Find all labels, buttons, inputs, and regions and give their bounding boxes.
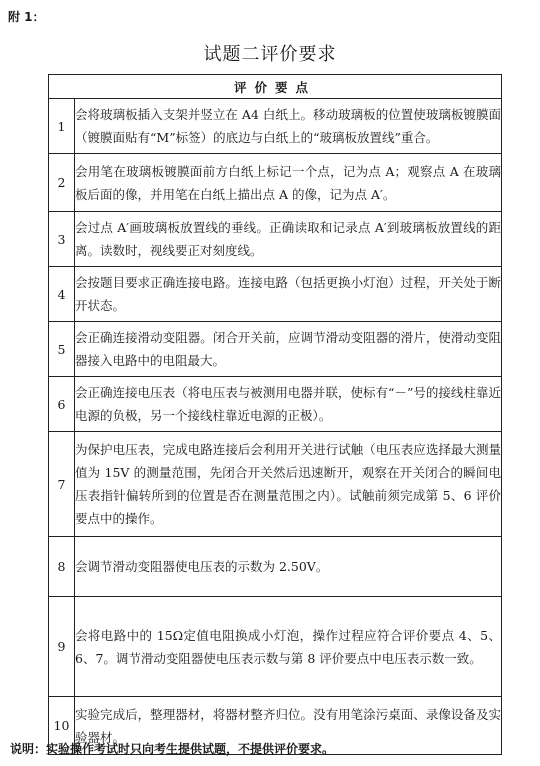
attachment-label: 附 1：: [8, 10, 45, 24]
row-text: 为保护电压表，完成电路连接后会利用开关进行试触（电压表应选择最大测量值为 15V 的测量范围，先闭合开关然后迅速断开，观察在开关闭合的瞬间电压表指针偏转所到的位置是否在测量范围之内）。试触前须完成第 5、6 评价要点中的操作。: [75, 432, 502, 537]
row-number: 10: [49, 697, 75, 755]
table-row: [49, 537, 502, 597]
row-text: 会将电路中的 15Ω定值电阻换成小灯泡，操作过程应符合评价要点 4、5、6、7。调节滑动变阻器使电压表示数与第 8 评价要点中电压表示数一致。: [75, 597, 502, 697]
page-title: 试题二评价要求: [203, 44, 337, 65]
row-text: 会用笔在玻璃板镀膜面前方白纸上标记一个点，记为点 A；观察点 A 在玻璃板后面的像，并用笔在白纸上描出点 A 的像，记为点 A′。: [75, 154, 502, 212]
table-header: 评价要点: [49, 75, 502, 99]
row-number: 3: [49, 212, 75, 267]
row-number: 8: [49, 537, 75, 597]
footer-note: 说明：实验操作考试时只向考生提供试题，不提供评价要求。: [10, 742, 335, 756]
row-text: 会将玻璃板插入支架并竖立在 A4 白纸上。移动玻璃板的位置使玻璃板镀膜面（镀膜面贴有“M”标签）的底边与白纸上的“玻璃板放置线”重合。: [75, 99, 502, 154]
row-number: 9: [49, 597, 75, 697]
evaluation-table: [48, 74, 502, 755]
table-row: [49, 154, 502, 212]
row-number: 7: [49, 432, 75, 537]
table-row: [49, 267, 502, 322]
row-text: 会过点 A′画玻璃板放置线的垂线。正确读取和记录点 A′到玻璃板放置线的距离。读数时，视线要正对刻度线。: [75, 212, 502, 267]
table-row: [49, 322, 502, 377]
row-text: 会正确连接滑动变阻器。闭合开关前，应调节滑动变阻器的滑片，使滑动变阻器接入电路中的电阻最大。: [75, 322, 502, 377]
row-text: 会调节滑动变阻器使电压表的示数为 2.50V。: [75, 537, 502, 597]
table-row: [49, 99, 502, 154]
row-text: 会正确连接电压表（将电压表与被测用电器并联，使标有“－”号的接线柱靠近电源的负极，另一个接线柱靠近电源的正极）。: [75, 377, 502, 432]
table-row: [49, 212, 502, 267]
row-text: 实验完成后，整理器材，将器材整齐归位。没有用笔涂污桌面、录像设备及实验器材。: [75, 697, 502, 755]
table-row: [49, 597, 502, 697]
row-number: 1: [49, 99, 75, 154]
row-number: 2: [49, 154, 75, 212]
row-number: 4: [49, 267, 75, 322]
row-text: 会按题目要求正确连接电路。连接电路（包括更换小灯泡）过程，开关处于断开状态。: [75, 267, 502, 322]
table-row: [49, 432, 502, 537]
table-row: [49, 377, 502, 432]
table-header-row: [49, 75, 502, 99]
row-number: 5: [49, 322, 75, 377]
row-number: 6: [49, 377, 75, 432]
